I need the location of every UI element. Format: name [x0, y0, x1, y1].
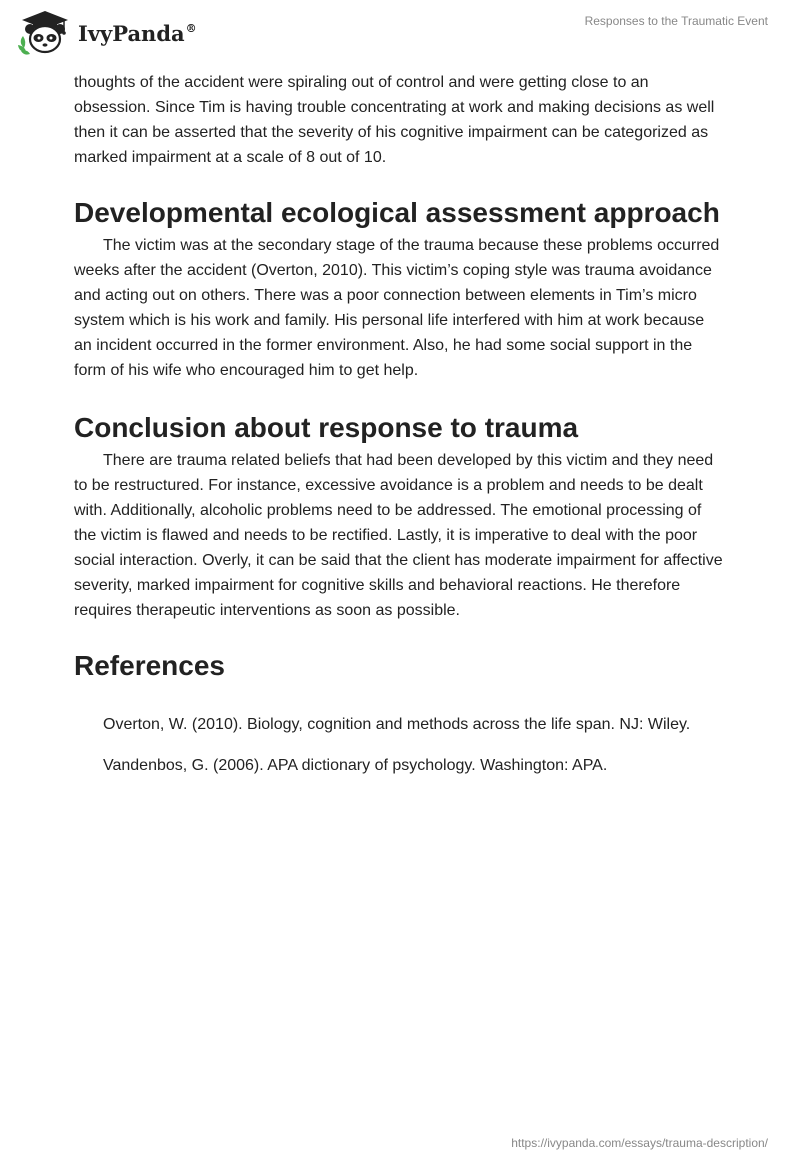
panda-graduate-icon [14, 8, 76, 56]
ivypanda-logo[interactable] [14, 8, 214, 56]
section-paragraph-developmental: The victim was at the secondary stage of the trauma because these problems occurred weeks after the accident (Overton, 2010). This victim’s coping style was trauma avoidance and acting out on others. There was a poor connection between elements in Tim’s micro system which is his work and family. His personal life interfered with him at work because an incident occurred in the former environment. Also, he had some social support in the form of his wife who encouraged him to get help. [74, 237, 720, 379]
document-title: Responses to the Traumatic Event [584, 14, 768, 28]
intro-paragraph: thoughts of the accident were spiraling out of control and were getting close to an obsession. Since Tim is having trouble concentrating at work and making decisions as well then it can be asserted that the severity of his cognitive impairment can be categorized as marked impairment at a scale of 8 out of 10. [74, 74, 715, 166]
references-heading: References [74, 650, 225, 681]
brand-name: IvyPanda® [78, 20, 197, 46]
section-heading-conclusion: Conclusion about response to trauma [74, 412, 579, 443]
essay-content [74, 70, 724, 794]
source-url[interactable]: https://ivypanda.com/essays/trauma-description/ [511, 1136, 768, 1150]
reference-item: Overton, W. (2010). Biology, cognition and methods across the life span. NJ: Wiley. [103, 716, 691, 733]
references-list [74, 712, 724, 778]
section-heading-developmental: Developmental ecological assessment approach [74, 197, 720, 228]
section-paragraph-conclusion: There are trauma related beliefs that had been developed by this victim and they need to be restructured. For instance, excessive avoidance is a problem and needs to be dealt with. Additionally, alcoholic problems need to be addressed. The emotional processing of the victim is flawed and needs to be rectified. Lastly, it is imperative to deal with the poor social interaction. Overly, it can be said that the client has moderate impairment for affective severity, marked impairment for cognitive skills and behavioral reactions. He therefore requires therapeutic interventions as soon as possible. [74, 452, 723, 619]
reference-item: Vandenbos, G. (2006). APA dictionary of psychology. Washington: APA. [103, 757, 608, 774]
page-header [0, 0, 800, 70]
